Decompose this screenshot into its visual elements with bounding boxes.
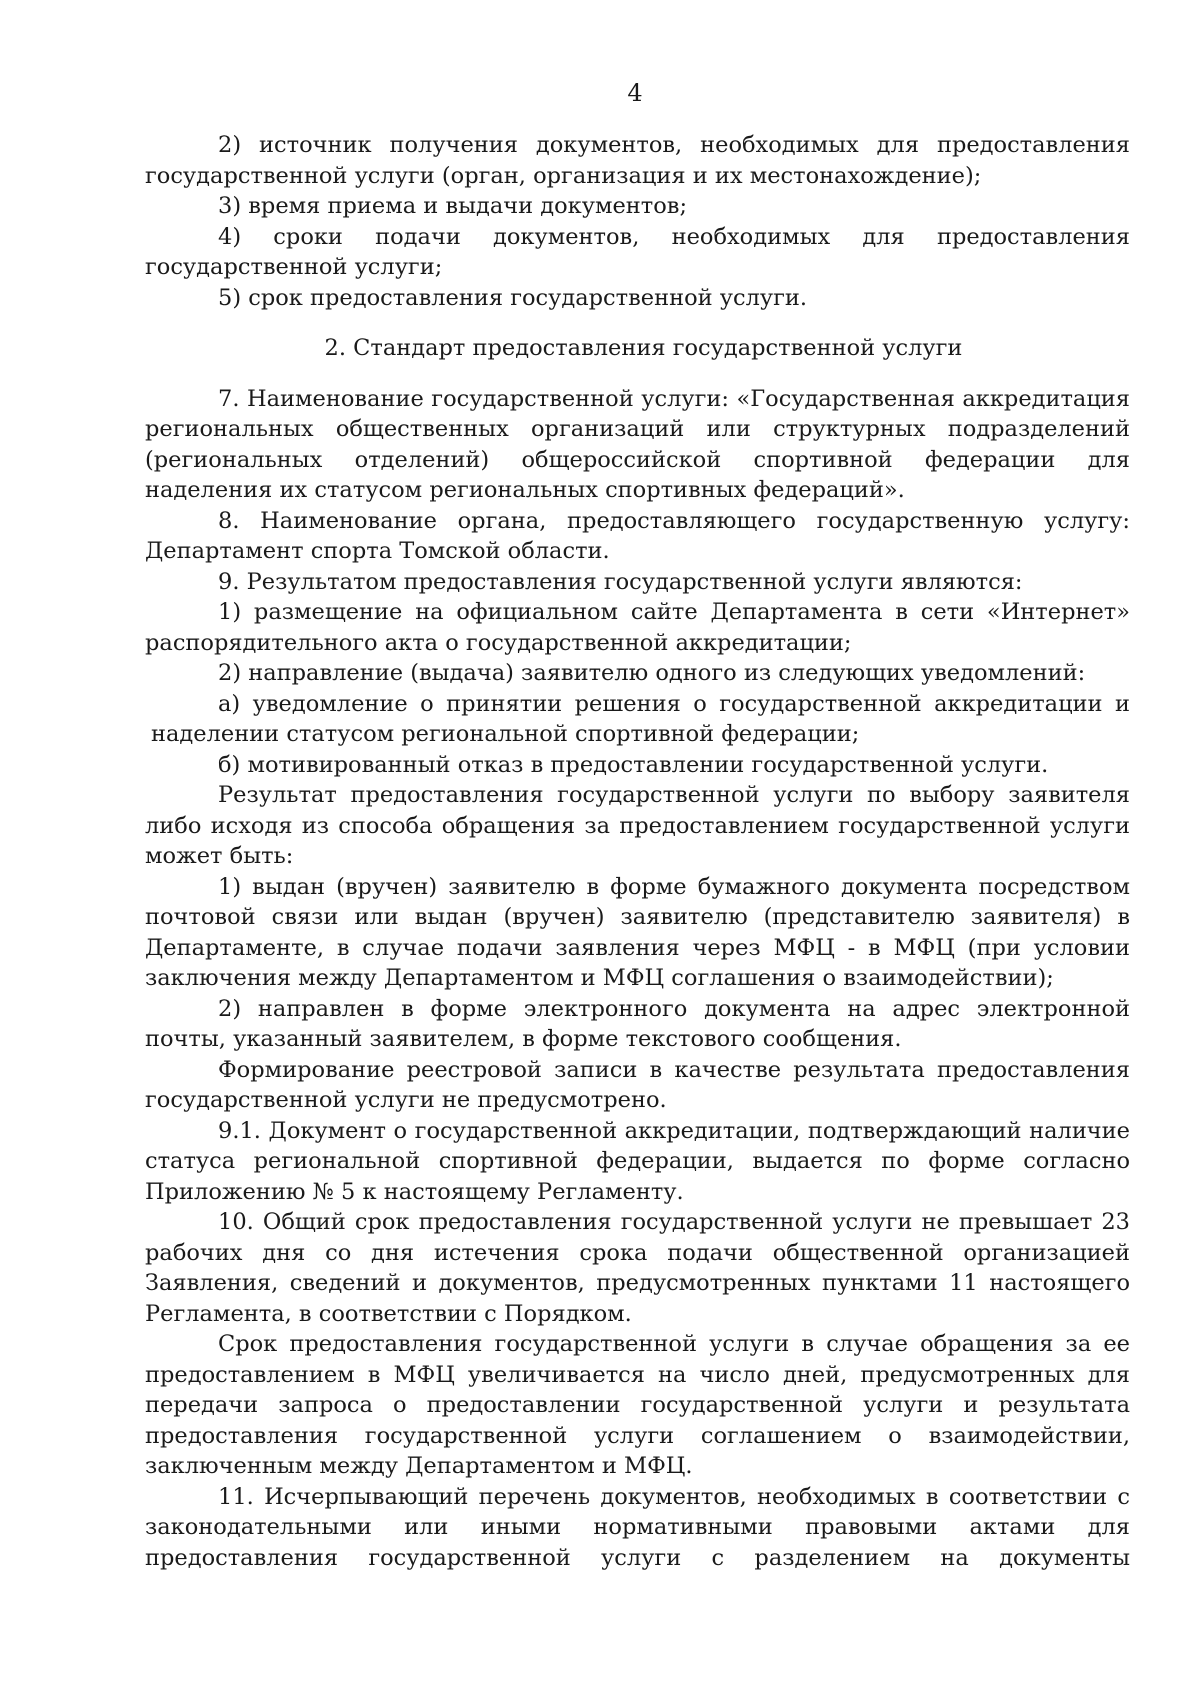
paragraph: б) мотивированный отказ в предоставлении государственной услуги. [218, 751, 1049, 778]
paragraph: 10. Общий срок предоставления государственной услуги не превышает 23 рабочих дня со дня истечения срока подачи общественной организацией Заявления, сведений и документов, предусмотренных пунктами 11 настоящего Регламента, в соответствии с Порядком. [145, 1209, 1130, 1327]
paragraph: а) уведомление о принятии решения о государственной аккредитации и наделении статусом региональной спортивной федерации; [151, 690, 1130, 747]
paragraph: 2) источник получения документов, необходимых для предоставления государственной услуги (орган, организация и их местонахождение); [145, 132, 1130, 189]
paragraph: 3) время приема и выдачи документов; [218, 193, 688, 219]
page-number: 4 [627, 79, 643, 107]
paragraph: 1) размещение на официальном сайте Департамента в сети «Интернет» распорядительного акта о государственной аккредитации; [145, 599, 1130, 656]
paragraph: 11. Исчерпывающий перечень документов, необходимых в соответствии с законодательными или иными нормативными правовыми актами для предоставления государственной услуги с разделением на документы [145, 1483, 1130, 1571]
paragraph: 4) сроки подачи документов, необходимых для предоставления государственной услуги; [145, 223, 1130, 280]
paragraph: 5) срок предоставления государственной услуги. [218, 284, 808, 311]
paragraph: Срок предоставления государственной услуги в случае обращения за ее предоставлением в МФЦ увеличивается на число дней, предусмотренных для передачи запроса о предоставлении государственной услуги и результата предоставления государственной услуги соглашением о взаимодействии, заключенным между Департаментом и МФЦ. [145, 1331, 1130, 1479]
paragraph: 2) направление (выдача) заявителю одного из следующих уведомлений: [218, 660, 1086, 686]
section-heading: 2. Стандарт предоставления государственной услуги [324, 335, 963, 361]
paragraph: Формирование реестровой записи в качестве результата предоставления государственной услуги не предусмотрено. [145, 1056, 1130, 1113]
paragraph: Результат предоставления государственной услуги по выбору заявителя либо исходя из способа обращения за предоставлением государственной услуги может быть: [145, 782, 1130, 869]
paragraph: 1) выдан (вручен) заявителю в форме бумажного документа посредством почтовой связи или выдан (вручен) заявителю (представителю заявителя) в Департаменте, в случае подачи заявления через МФЦ - в МФЦ (при условии заключения между Департаментом и МФЦ соглашения о взаимодействии); [145, 873, 1130, 991]
paragraph: 8. Наименование органа, предоставляющего государственную услугу: Департамент спорта Томской области. [145, 507, 1130, 564]
paragraph: 9.1. Документ о государственной аккредитации, подтверждающий наличие статуса региональной спортивной федерации, выдается по форме согласно Приложению № 5 к настоящему Регламенту. [145, 1117, 1130, 1205]
paragraph: 9. Результатом предоставления государственной услуги являются: [218, 568, 1023, 595]
paragraph: 7. Наименование государственной услуги: «Государственная аккредитация региональных общественных организаций или структурных подразделений (региональных отделений) общероссийской спортивной федерации для наделения их статусом региональных спортивных федераций». [145, 385, 1130, 503]
paragraph: 2) направлен в форме электронного документа на адрес электронной почты, указанный заявителем, в форме текстового сообщения. [145, 995, 1130, 1052]
document-body [145, 130, 1130, 1573]
